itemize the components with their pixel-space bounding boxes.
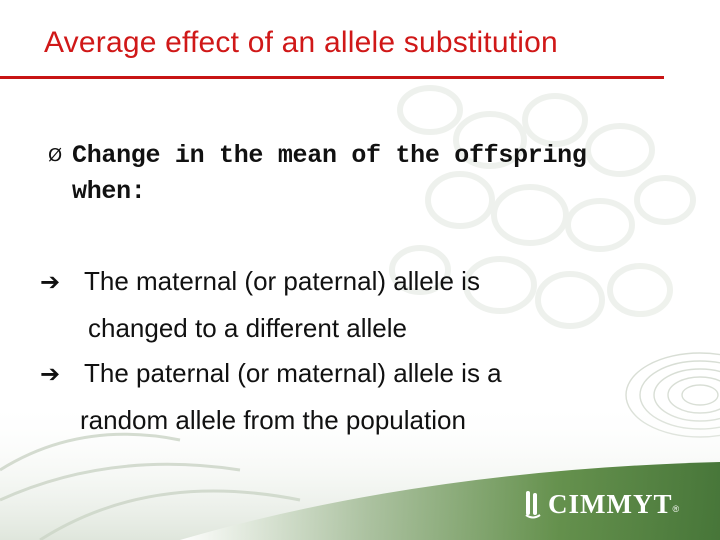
arrow-item-1-line-2: changed to a different allele <box>88 313 407 343</box>
bullet-line-1: Change in the mean of the offspring <box>72 141 587 170</box>
arrow-item-1-line-1: The maternal (or paternal) allele is <box>84 266 480 296</box>
slide-title: Average effect of an allele substitution <box>44 26 558 59</box>
arrow-item-2-line-1: The paternal (or maternal) allele is a <box>84 358 502 388</box>
arrowhead-bullet-icon: Ø <box>48 145 62 166</box>
right-arrow-icon: ➔ <box>40 268 61 296</box>
trademark-mark: ® <box>672 504 680 514</box>
bullet-line-2: when: <box>72 177 146 206</box>
title-underline <box>0 76 664 79</box>
logo-text: CIMMYT <box>548 488 673 519</box>
right-arrow-icon: ➔ <box>40 360 61 388</box>
arrow-item-1 <box>40 258 680 351</box>
arrow-item-2 <box>40 350 680 443</box>
bullet-point <box>48 138 668 210</box>
wheat-logo-icon <box>524 489 542 519</box>
arrow-item-2-line-2: random allele from the population <box>80 405 466 435</box>
cimmyt-logo <box>524 488 679 520</box>
